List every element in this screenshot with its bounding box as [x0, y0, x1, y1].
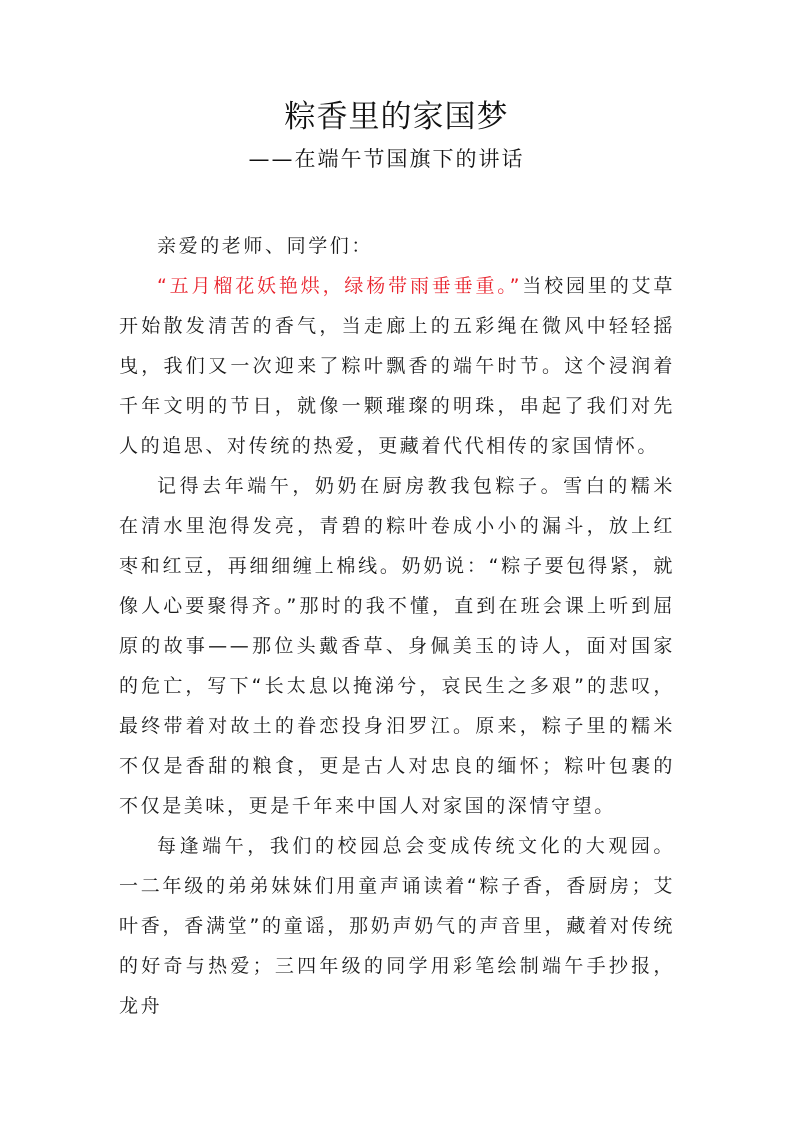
- greeting: 亲爱的老师、同学们：: [157, 235, 374, 257]
- paragraph-3: 每逢端午，我们的校园总会变成传统文化的大观园。一二年级的弟弟妹妹们用童声诵读着“粽子香，香厨房；艾叶香，香满堂”的童谣，那奶声奶气的声音里，藏着对传统的好奇与热爱；三四年级的同学用彩笔绘制端午手抄报，龙舟: [119, 835, 675, 1017]
- document-body: [119, 226, 675, 1026]
- highlighted-poem-quote: “五月榴花妖艳烘，绿杨带雨垂垂重。”: [157, 275, 523, 297]
- paragraph-1: [119, 266, 675, 466]
- document-subtitle: ——在端午节国旗下的讲话: [248, 147, 525, 171]
- document-title: 粽香里的家国梦: [284, 99, 509, 135]
- paragraph-text: 当校园里的艾草开始散发清苦的香气，当走廊上的五彩绳在微风中轻轻摇曳，我们又一次迎来了粽叶飘香的端午时节。这个浸润着千年文明的节日，就像一颗璀璨的明珠，串起了我们对先人的追思、对传统的热爱，更藏着代代相传的家国情怀。: [119, 275, 675, 457]
- paragraph-2: 记得去年端午，奶奶在厨房教我包粽子。雪白的糯米在清水里泡得发亮，青碧的粽叶卷成小小的漏斗，放上红枣和红豆，再细细缠上棉线。奶奶说：“粽子要包得紧，就像人心要聚得齐。”那时的我不懂，直到在班会课上听到屈原的故事——那位头戴香草、身佩美玉的诗人，面对国家的危亡，写下“长太息以掩涕兮，哀民生之多艰”的悲叹，最终带着对故土的眷恋投身汨罗江。原来，粽子里的糯米不仅是香甜的粮食，更是古人对忠良的缅怀；粽叶包裹的不仅是美味，更是千年来中国人对家国的深情守望。: [119, 475, 675, 817]
